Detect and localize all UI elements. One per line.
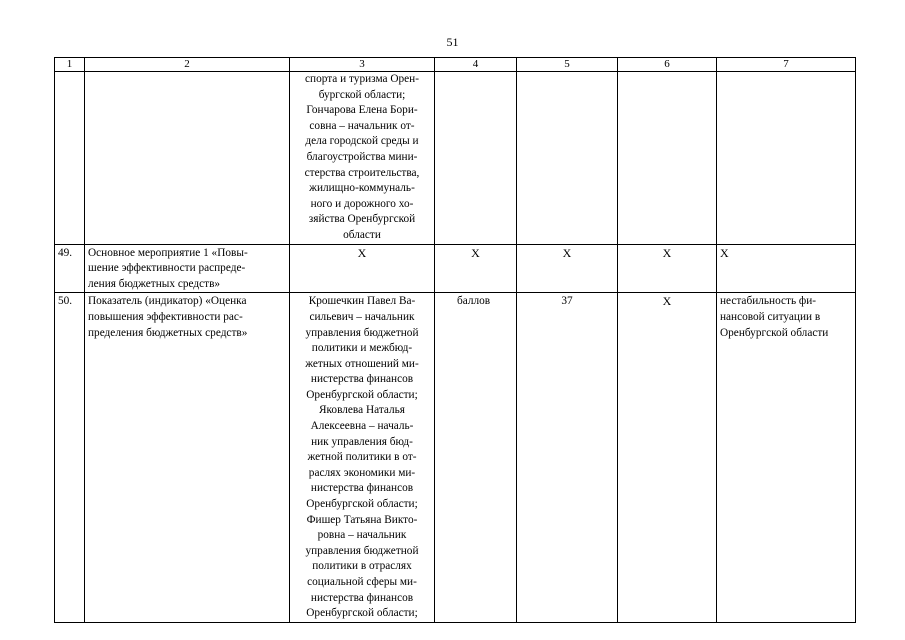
cont-line: стерства строительства, bbox=[304, 166, 420, 179]
cont-line: области bbox=[343, 228, 381, 241]
responsible-line: Яковлева Наталья bbox=[318, 404, 405, 417]
row-number: 50. bbox=[55, 293, 85, 622]
responsible-line: нистерства финансов bbox=[310, 591, 414, 604]
unit-cell: баллов bbox=[435, 293, 517, 622]
row-name-line: Показатель (индикатор) «Оценка bbox=[88, 295, 247, 308]
cont-line: совна – начальник от- bbox=[309, 119, 415, 132]
table-header-row bbox=[55, 58, 856, 72]
header-cell-5: 5 bbox=[517, 58, 618, 72]
responsible-line: нистерства финансов bbox=[310, 482, 414, 495]
responsible-line: Оренбургской области; bbox=[306, 498, 418, 511]
note-line: Оренбургской области bbox=[720, 326, 829, 339]
row-name-line: шение эффективности распреде- bbox=[88, 262, 246, 275]
cell-x: Х bbox=[290, 244, 435, 293]
responsible-line: жетных отношений ми- bbox=[305, 357, 419, 370]
cell-x: Х bbox=[435, 244, 517, 293]
cont-line: жилищно-коммуналь- bbox=[309, 182, 415, 195]
responsible-line: Крошечкин Павел Ва- bbox=[308, 295, 416, 308]
responsible-line: управления бюджетной bbox=[305, 326, 419, 339]
responsible-line: нистерства финансов bbox=[310, 373, 414, 386]
header-cell-3: 3 bbox=[290, 58, 435, 72]
cell-x: Х bbox=[717, 244, 856, 293]
responsible-line: Оренбургской области; bbox=[306, 388, 418, 401]
cell-x: Х bbox=[517, 244, 618, 293]
cont-line: благоустройства мини- bbox=[306, 150, 418, 163]
header-cell-1: 1 bbox=[55, 58, 85, 72]
cont-cell-2 bbox=[85, 72, 290, 245]
responsible-persons-cell bbox=[290, 293, 435, 622]
cont-cell-3 bbox=[290, 72, 435, 245]
cont-line: бургской области; bbox=[318, 88, 406, 101]
responsible-line: социальной сферы ми- bbox=[307, 576, 417, 588]
responsible-line: ник управления бюд- bbox=[311, 435, 413, 448]
responsible-line: Фишер Татьяна Викто- bbox=[306, 513, 418, 526]
cont-cell-4 bbox=[435, 72, 517, 245]
note-cell bbox=[717, 293, 856, 622]
responsible-line: жетной политики в от- bbox=[307, 451, 417, 464]
note-line: нансовой ситуации в bbox=[720, 310, 821, 323]
cont-cell-5 bbox=[517, 72, 618, 245]
header-cell-4: 4 bbox=[435, 58, 517, 72]
row-name-line: ления бюджетных средств» bbox=[88, 277, 221, 290]
row-name bbox=[85, 244, 290, 293]
cont-line: дела городской среды и bbox=[305, 135, 419, 148]
table-row-49 bbox=[55, 244, 856, 293]
row-name-line: пределения бюджетных средств» bbox=[88, 326, 248, 339]
responsible-line: раслях экономики ми- bbox=[308, 466, 416, 479]
note-line: нестабильность фи- bbox=[720, 295, 817, 308]
responsible-line: сильевич – начальник bbox=[309, 310, 415, 323]
cell-x: Х bbox=[618, 244, 717, 293]
row-name-line: повышения эффективности рас- bbox=[88, 310, 243, 323]
page-number: 51 bbox=[446, 35, 459, 49]
header-cell-7: 7 bbox=[717, 58, 856, 72]
header-cell-2: 2 bbox=[85, 58, 290, 72]
cont-cell-7 bbox=[717, 72, 856, 245]
responsible-line: ровна – начальник bbox=[317, 529, 407, 542]
responsible-line: политики в отраслях bbox=[312, 560, 412, 573]
table-row-continuation bbox=[55, 72, 856, 245]
responsible-line: управления бюджетной bbox=[305, 544, 419, 557]
header-cell-6: 6 bbox=[618, 58, 717, 72]
row-name bbox=[85, 293, 290, 622]
value-cell: 37 bbox=[517, 293, 618, 622]
cont-cell-6 bbox=[618, 72, 717, 245]
cont-line: Гончарова Елена Бори- bbox=[306, 104, 418, 117]
row-name-line: Основное мероприятие 1 «Повы- bbox=[88, 246, 248, 259]
responsible-line: Оренбургской области; bbox=[306, 607, 418, 620]
responsible-line: Алексеевна – началь- bbox=[310, 420, 414, 433]
cont-line: спорта и туризма Орен- bbox=[305, 73, 419, 85]
row-number: 49. bbox=[55, 244, 85, 293]
cont-line: зяйства Оренбургской bbox=[308, 213, 416, 226]
cell-x: Х bbox=[618, 293, 717, 622]
table-row-50 bbox=[55, 293, 856, 622]
document-table bbox=[54, 57, 856, 623]
responsible-line: политики и межбюд- bbox=[311, 342, 413, 355]
cont-cell-1 bbox=[55, 72, 85, 245]
cont-line: ного и дорожного хо- bbox=[310, 197, 414, 210]
